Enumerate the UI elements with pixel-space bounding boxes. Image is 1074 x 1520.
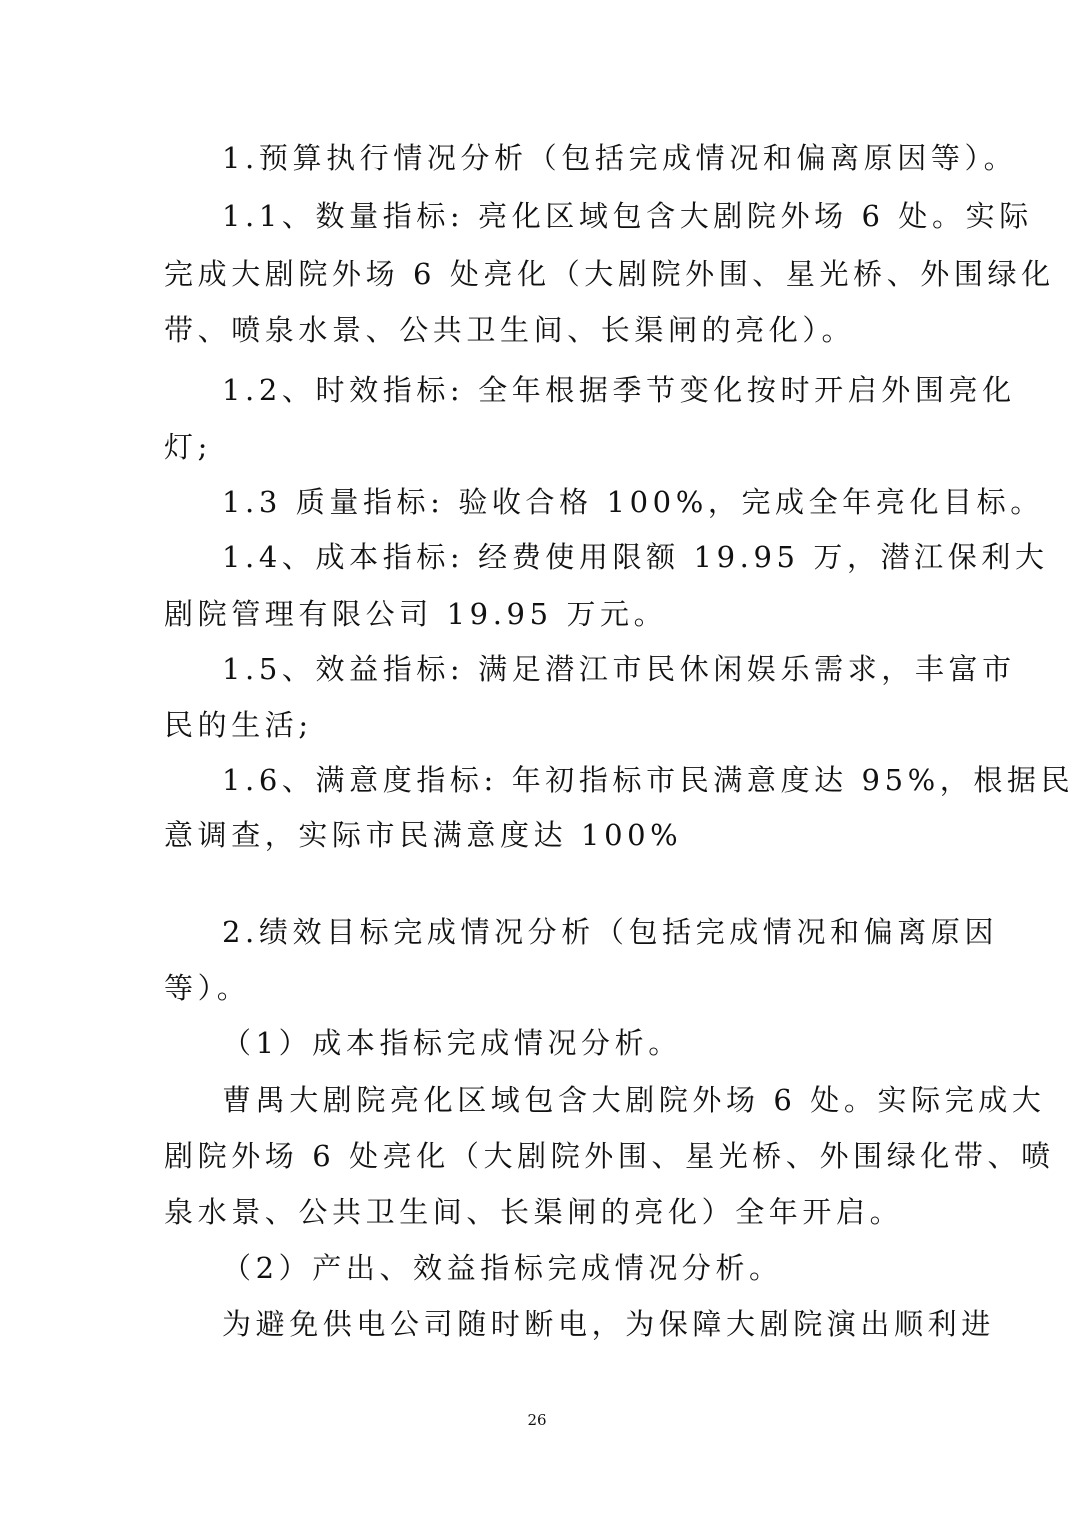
text-line-20: （2）产出、效益指标完成情况分析。 [222,1251,783,1285]
text-line-14: 2.绩效目标完成情况分析（包括完成情况和偏离原因 [222,915,999,949]
text-line-18: 剧院外场 6 处亮化（大剧院外围、星光桥、外围绿化带、喷 [164,1139,1055,1173]
text-line-12: 1.6、满意度指标: 年初指标市民满意度达 95%，根据民 [222,763,1074,797]
text-line-5: 1.2、时效指标: 全年根据季节变化按时开启外围亮化 [222,373,1016,407]
text-line-21: 为避免供电公司随时断电，为保障大剧院演出顺利进 [222,1307,995,1341]
text-line-1: 1.预算执行情况分析（包括完成情况和偏离原因等）。 [222,141,1018,175]
text-line-19: 泉水景、公共卫生间、长渠闸的亮化）全年开启。 [164,1195,904,1229]
text-line-10: 1.5、效益指标: 满足潜江市民休闲娱乐需求，丰富市 [222,652,1016,686]
page-number: 26 [527,1411,547,1429]
text-line-17: 曹禺大剧院亮化区域包含大剧院外场 6 处。实际完成大 [222,1083,1046,1117]
text-line-4: 带、喷泉水景、公共卫生间、长渠闸的亮化）。 [164,313,856,347]
text-line-16: （1）成本指标完成情况分析。 [222,1026,682,1060]
text-line-2: 1.1、数量指标: 亮化区域包含大剧院外场 6 处。实际 [222,199,1033,233]
text-line-8: 1.4、成本指标: 经费使用限额 19.95 万，潜江保利大 [222,540,1049,574]
text-line-9: 剧院管理有限公司 19.95 万元。 [164,597,668,631]
text-line-3: 完成大剧院外场 6 处亮化（大剧院外围、星光桥、外围绿化 [164,257,1055,291]
text-line-13: 意调查，实际市民满意度达 100% [164,818,683,852]
text-line-11: 民的生活; [164,708,313,742]
text-line-15: 等）。 [164,971,251,1005]
text-line-6: 灯; [164,430,212,464]
text-line-7: 1.3 质量指标: 验收合格 100%，完成全年亮化目标。 [222,485,1044,519]
